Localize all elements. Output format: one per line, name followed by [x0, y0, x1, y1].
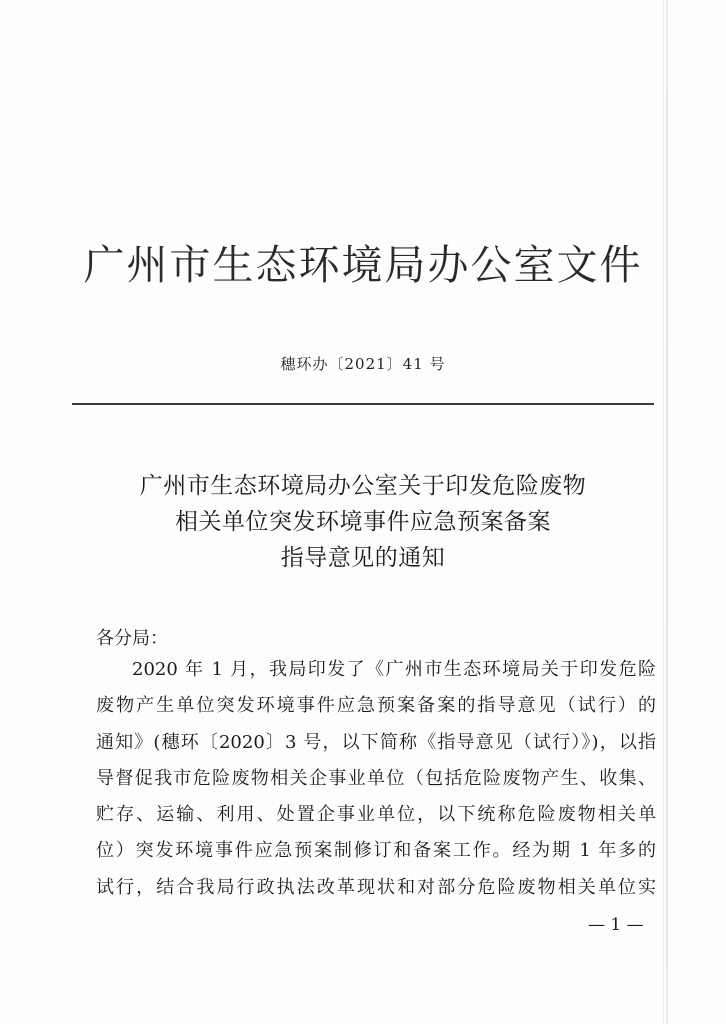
notice-title-line: 相关单位突发环境事件应急预案备案: [175, 509, 551, 535]
notice-title-line: 广州市生态环境局办公室关于印发危险废物: [139, 473, 587, 499]
body-line: 位）突发环境事件应急预案制修订和备案工作。经为期 1 年多的: [96, 840, 656, 862]
body-line: 贮存、运输、利用、处置企事业单位，以下统称危险废物相关单: [96, 804, 656, 826]
salutation: 各分局：: [96, 628, 168, 649]
body-line: 2020 年 1 月，我局印发了《广州市生态环境局关于印发危险: [132, 659, 656, 680]
issuing-office-title: 广州市生态环境局办公室文件: [83, 241, 643, 289]
notice-title-line: 指导意见的通知: [280, 545, 446, 571]
page-number: — 1 —: [588, 915, 644, 935]
document-number: 穗环办〔2021〕41 号: [280, 355, 446, 373]
body-line: 通知》(穗环〔2020〕3 号，以下简称《指导意见（试行）》)，以指: [96, 731, 656, 753]
notice-title: [0, 468, 726, 576]
body-line: 试行，结合我局行政执法改革现状和对部分危险废物相关单位实: [96, 876, 656, 898]
body-line: 废物产生单位突发环境事件应急预案备案的指导意见（试行）的: [96, 695, 656, 717]
body-line: 导督促我市危险废物相关企事业单位（包括危险废物产生、收集、: [96, 767, 656, 789]
header-divider: [72, 403, 654, 405]
body-paragraph: [96, 652, 656, 906]
